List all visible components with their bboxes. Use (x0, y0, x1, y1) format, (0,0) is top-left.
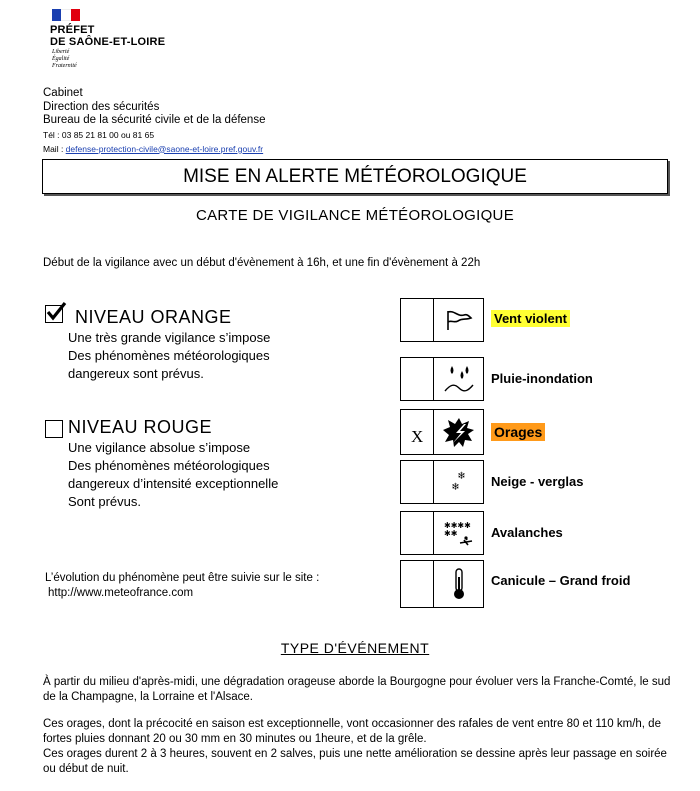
cabinet-line: Cabinet (43, 87, 83, 99)
tel-line: Tél : 03 85 21 81 00 ou 81 65 (43, 129, 155, 140)
page-title-box (42, 159, 668, 194)
red-line: Une vigilance absolue s’impose (68, 440, 251, 455)
rain-flood-icon (434, 358, 483, 400)
orange-line: Une très grande vigilance s’impose (68, 330, 271, 345)
republic-flag-icon (52, 9, 80, 21)
evolution-note (45, 571, 319, 601)
event-type-heading: TYPE D'ÉVÉNEMENT (280, 640, 430, 656)
mail-link[interactable]: defense-protection-civile@saone-et-loire.pref.gouv.fr (65, 143, 264, 154)
page-title: MISE EN ALERTE MÉTÉOROLOGIQUE (183, 165, 527, 187)
red-level-checkbox[interactable] (45, 420, 63, 438)
wind-flag-icon (434, 299, 483, 341)
vigilance-start-text: Début de la vigilance avec un début d'évènement à 16h, et une fin d'évènement à 22h (43, 257, 481, 269)
red-level-title: NIVEAU ROUGE (68, 417, 213, 437)
motto-egalite: Égalité (52, 56, 70, 62)
mail-label: Mail : (43, 143, 66, 154)
event-box-orages[interactable] (400, 409, 484, 455)
department-label: DE SAÔNE-ET-LOIRE (50, 36, 166, 48)
thermometer-icon (434, 561, 483, 607)
red-line: Des phénomènes météorologiques (68, 458, 270, 473)
event-box-vent[interactable] (400, 298, 484, 342)
bureau-line: Bureau de la sécurité civile et de la défense (43, 114, 266, 126)
snowflake-icon: ❄ ❄ (451, 471, 466, 493)
orange-level-checkbox[interactable] (45, 305, 63, 323)
svg-text:✱✱✱✱: ✱✱✱✱ (443, 521, 471, 530)
event-box-neige[interactable] (400, 460, 484, 504)
orange-level-title: NIVEAU ORANGE (75, 307, 232, 327)
event-label-neige: Neige - verglas (491, 474, 584, 489)
paragraph-2: Ces orages, dont la précocité en saison est exceptionnelle, vont occasionner des rafales de vent entre 80 et 110 km/h, de fortes pluies donnant 20 ou 30 mm en 30 minutes ou 1heure, et de la grêle. (43, 718, 661, 745)
prefet-label: PRÉFET (50, 24, 95, 36)
red-level-text (68, 439, 278, 511)
event-box-pluie[interactable] (400, 357, 484, 401)
svg-text:✱✱: ✱✱ (443, 529, 457, 538)
event-label-pluie: Pluie-inondation (491, 371, 593, 386)
event-label-avalanches: Avalanches (491, 525, 563, 540)
red-line: dangereux d’intensité exceptionnelle (68, 476, 279, 491)
evolution-text: L’évolution du phénomène peut être suivie sur le site : (45, 572, 320, 584)
cabinet-block (43, 87, 265, 156)
avalanche-icon (434, 512, 483, 554)
orange-level-text (68, 329, 270, 383)
event-label-canicule: Canicule – Grand froid (491, 573, 631, 588)
meteofrance-link[interactable]: http://www.meteofrance.com (48, 587, 194, 599)
event-box-canicule[interactable] (400, 560, 484, 608)
paragraph-3: Ces orages durent 2 à 3 heures, souvent en 2 salves, puis une nette amélioration se dessine après leur passage en soirée ou début de nuit. (43, 748, 667, 775)
motto (52, 49, 77, 70)
lightning-icon (434, 410, 483, 454)
orange-line: Des phénomènes météorologiques (68, 348, 270, 363)
paragraph-1: À partir du milieu d'après-midi, une dégradation orageuse aborde la Bourgogne pour évoluer vers la Franche-Comté, le sud de la Champagne, la Lorraine et l'Alsace. (43, 676, 671, 703)
direction-line: Direction des sécurités (43, 100, 160, 113)
event-label-orages: Orages (491, 424, 545, 440)
checkmark-icon (45, 301, 67, 323)
selected-mark: X (411, 427, 424, 446)
orange-line: dangereux sont prévus. (68, 366, 204, 381)
event-label-vent: Vent violent (491, 311, 570, 326)
red-line: Sont prévus. (68, 494, 141, 509)
subtitle: CARTE DE VIGILANCE MÉTÉOROLOGIQUE (195, 207, 514, 224)
motto-fraternite: Fraternité (52, 63, 77, 69)
prefecture-logo (50, 24, 165, 48)
mail-line (43, 142, 265, 156)
motto-liberte: Liberté (52, 49, 70, 55)
event-box-avalanches[interactable] (400, 511, 484, 555)
